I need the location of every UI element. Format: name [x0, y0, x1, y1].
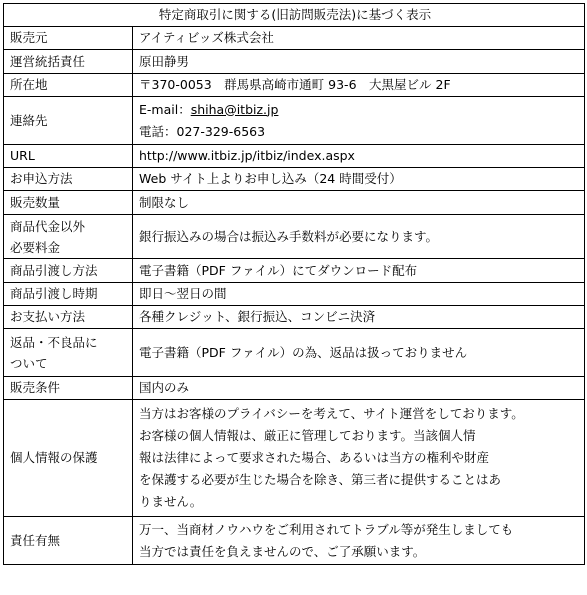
table-row	[4, 168, 585, 191]
privacy-line: 報は法律によって要求された場合、あるいは当方の権利や財産	[139, 450, 490, 465]
table-row	[4, 191, 585, 215]
table-row	[4, 259, 585, 283]
privacy-line: 当方はお客様のプライバシーを考えて、サイト運営をしております。	[139, 406, 524, 421]
row-value-returns: 電子書籍（PDF ファイル）の為、返品は扱っておりません	[133, 329, 585, 377]
table-row	[4, 283, 585, 306]
row-value-manager: 原田静男	[133, 50, 585, 74]
label-line: 返品・不良品に	[10, 334, 98, 350]
row-label-returns	[4, 329, 133, 377]
table-row	[4, 215, 585, 259]
table-row	[4, 329, 585, 377]
liability-line: 万一、当商材ノウハウをご利用されてトラブル等が発生しましても	[139, 521, 514, 537]
table-row	[4, 517, 585, 565]
table-row	[4, 27, 585, 50]
label-line: ついて	[10, 355, 48, 371]
phone-number: 電話：027-329-6563	[139, 123, 266, 139]
row-value-extra-fees: 銀行振込みの場合は振込み手数料が必要になります。	[133, 215, 585, 259]
row-value-url: http://www.itbiz.jp/itbiz/index.aspx	[133, 145, 585, 168]
row-value-seller: アイティビッズ株式会社	[133, 27, 585, 50]
row-value-conditions: 国内のみ	[133, 377, 585, 400]
table-title: 特定商取引に関する(旧訪問販売法)に基づく表示	[4, 4, 585, 27]
row-value-payment: 各種クレジット、銀行振込、コンビニ決済	[133, 306, 585, 329]
row-label-delivery-method: 商品引渡し方法	[4, 259, 133, 283]
row-value-quantity: 制限なし	[133, 191, 585, 215]
table-row	[4, 50, 585, 74]
email-link[interactable]: shiha@itbiz.jp	[190, 101, 279, 117]
table-row	[4, 97, 585, 145]
row-label-manager: 運営統括責任	[4, 50, 133, 74]
row-value-delivery-time: 即日～翌日の間	[133, 283, 585, 306]
row-label-url: URL	[4, 145, 133, 168]
row-label-address: 所在地	[4, 74, 133, 97]
row-label-order-method: お申込方法	[4, 168, 133, 191]
table-row	[4, 145, 585, 168]
row-label-seller: 販売元	[4, 27, 133, 50]
table-row	[4, 400, 585, 517]
row-label-privacy: 個人情報の保護	[4, 400, 133, 517]
table-row	[4, 74, 585, 97]
label-line: 必要料金	[10, 239, 61, 255]
privacy-line: りません。	[139, 494, 203, 509]
row-label-contact: 連絡先	[4, 97, 133, 145]
row-label-extra-fees	[4, 215, 133, 259]
table-row	[4, 377, 585, 400]
table-header-row	[4, 4, 585, 27]
row-value-privacy	[133, 400, 585, 517]
row-label-quantity: 販売数量	[4, 191, 133, 215]
row-label-liability: 責任有無	[4, 517, 133, 565]
email-prefix: E-mail：	[139, 101, 191, 117]
row-label-delivery-time: 商品引渡し時期	[4, 283, 133, 306]
row-value-delivery-method: 電子書籍（PDF ファイル）にてダウンロード配布	[133, 259, 585, 283]
row-label-conditions: 販売条件	[4, 377, 133, 400]
row-value-address: 〒370-0053 群馬県高崎市通町 93-6 大黒屋ビル 2F	[133, 74, 585, 97]
privacy-line: お客様の個人情報は、厳正に管理しております。当該個人情	[139, 428, 476, 443]
legal-notice-table	[3, 3, 585, 565]
row-value-contact	[133, 97, 585, 145]
row-value-order-method: Web サイト上よりお申し込み（24 時間受付）	[133, 168, 585, 191]
liability-line: 当方では責任を負えませんので、ご了承願います。	[139, 543, 426, 559]
privacy-line: を保護する必要が生じた場合を除き、第三者に提供することはあ	[139, 472, 502, 487]
row-label-payment: お支払い方法	[4, 306, 133, 329]
row-value-liability	[133, 517, 585, 565]
table-row	[4, 306, 585, 329]
email-line	[139, 99, 580, 121]
label-line: 商品代金以外	[10, 218, 86, 234]
